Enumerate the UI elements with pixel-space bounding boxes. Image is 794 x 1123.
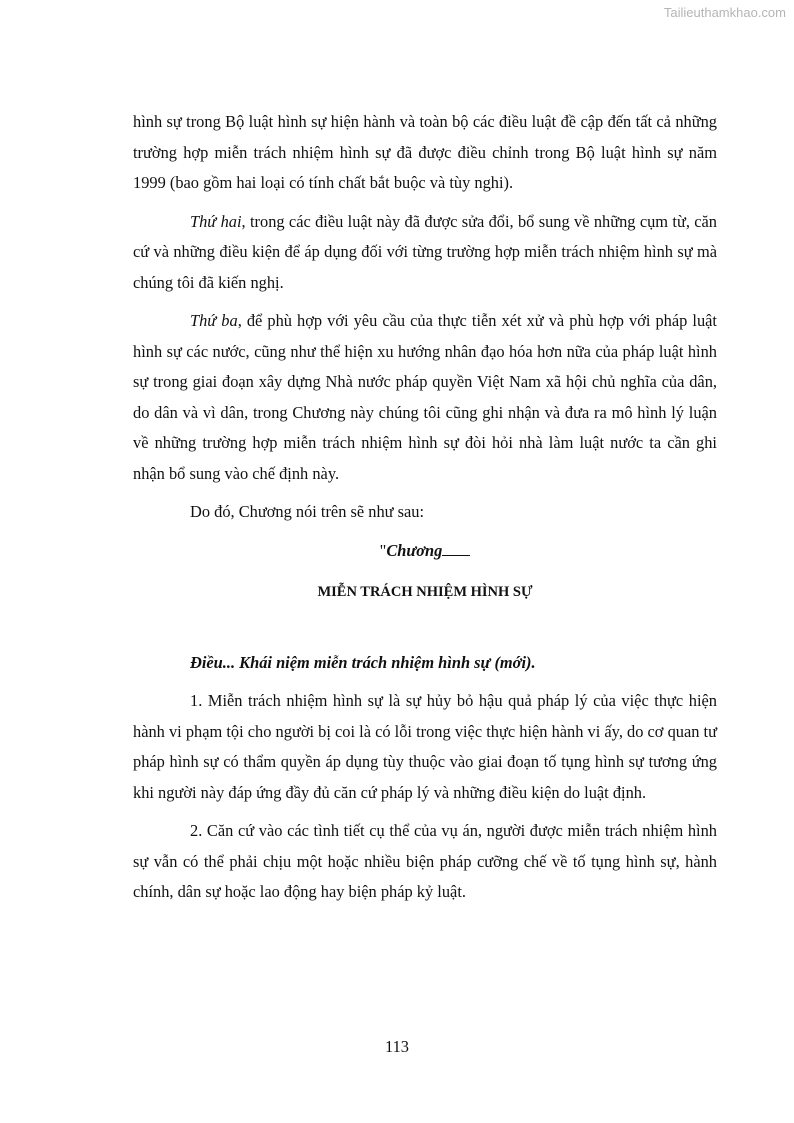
chapter-quote: " — [379, 540, 387, 560]
page-body — [133, 107, 717, 916]
page-number: 113 — [385, 1037, 409, 1056]
clause-1: 1. Miễn trách nhiệm hình sự là sự hủy bỏ hậu quả pháp lý của việc thực hiện hành vi phạm tội cho người bị coi là có lỗi trong việc thực hiện hành vi ấy, do cơ quan tư pháp hình sự có thẩm quyền áp dụng tùy thuộc vào giai đoạn tố tụng hình sự tương ứng khi người này đáp ứng đầy đủ căn cứ pháp lý và những điều kiện do luật định. — [133, 691, 717, 802]
clause-2: 2. Căn cứ vào các tình tiết cụ thể của vụ án, người được miễn trách nhiệm hình sự vẫn có thể phải chịu một hoặc nhiều biện pháp cưỡng chế về tố tụng hình sự, hành chính, dân sự hoặc lao động hay biện pháp kỷ luật. — [133, 821, 717, 901]
article-title: Điều... Khái niệm miễn trách nhiệm hình sự (mới). — [190, 652, 536, 672]
chapter-word: Chương — [386, 540, 443, 560]
watermark: Tailieuthamkhao.com — [663, 5, 786, 20]
chapter-number-blank — [442, 541, 470, 556]
paragraph-second-point — [133, 207, 717, 299]
paragraph-third-point — [133, 306, 717, 489]
paragraph-continuation: hình sự trong Bộ luật hình sự hiện hành và toàn bộ các điều luật đề cập đến tất cả những trường hợp miễn trách nhiệm hình sự đã được điều chỉnh trong Bộ luật hình sự năm 1999 (bao gồm hai loại có tính chất bắt buộc và tùy nghi). — [133, 112, 717, 192]
second-point-text: , trong các điều luật này đã được sửa đổi, bổ sung về những cụm từ, căn cứ và những điều kiện để áp dụng đối với từng trường hợp miễn trách nhiệm hình sự mà chúng tôi đã kiến nghị. — [133, 211, 718, 292]
chapter-heading: MIỄN TRÁCH NHIỆM HÌNH SỰ — [317, 584, 533, 600]
third-point-lead: Thứ ba — [190, 311, 238, 330]
third-point-text: , để phù hợp với yêu cầu của thực tiễn xét xử và phù hợp với pháp luật hình sự các nước, cũng như thể hiện xu hướng nhân đạo hóa hơn nữa của pháp luật hình sự trong giai đoạn xây dựng Nhà nước pháp quyền Việt Nam xã hội chủ nghĩa của dân, do dân và vì dân, trong Chương này chúng tôi cũng ghi nhận và đưa ra mô hình lý luận về những trường hợp miễn trách nhiệm hình sự đòi hỏi nhà làm luật nước ta cần ghi nhận bổ sung vào chế định này. — [133, 311, 717, 483]
paragraph-intro-chapter: Do đó, Chương nói trên sẽ như sau: — [190, 502, 425, 521]
second-point-lead: Thứ hai — [190, 211, 242, 231]
chapter-label — [133, 536, 717, 567]
